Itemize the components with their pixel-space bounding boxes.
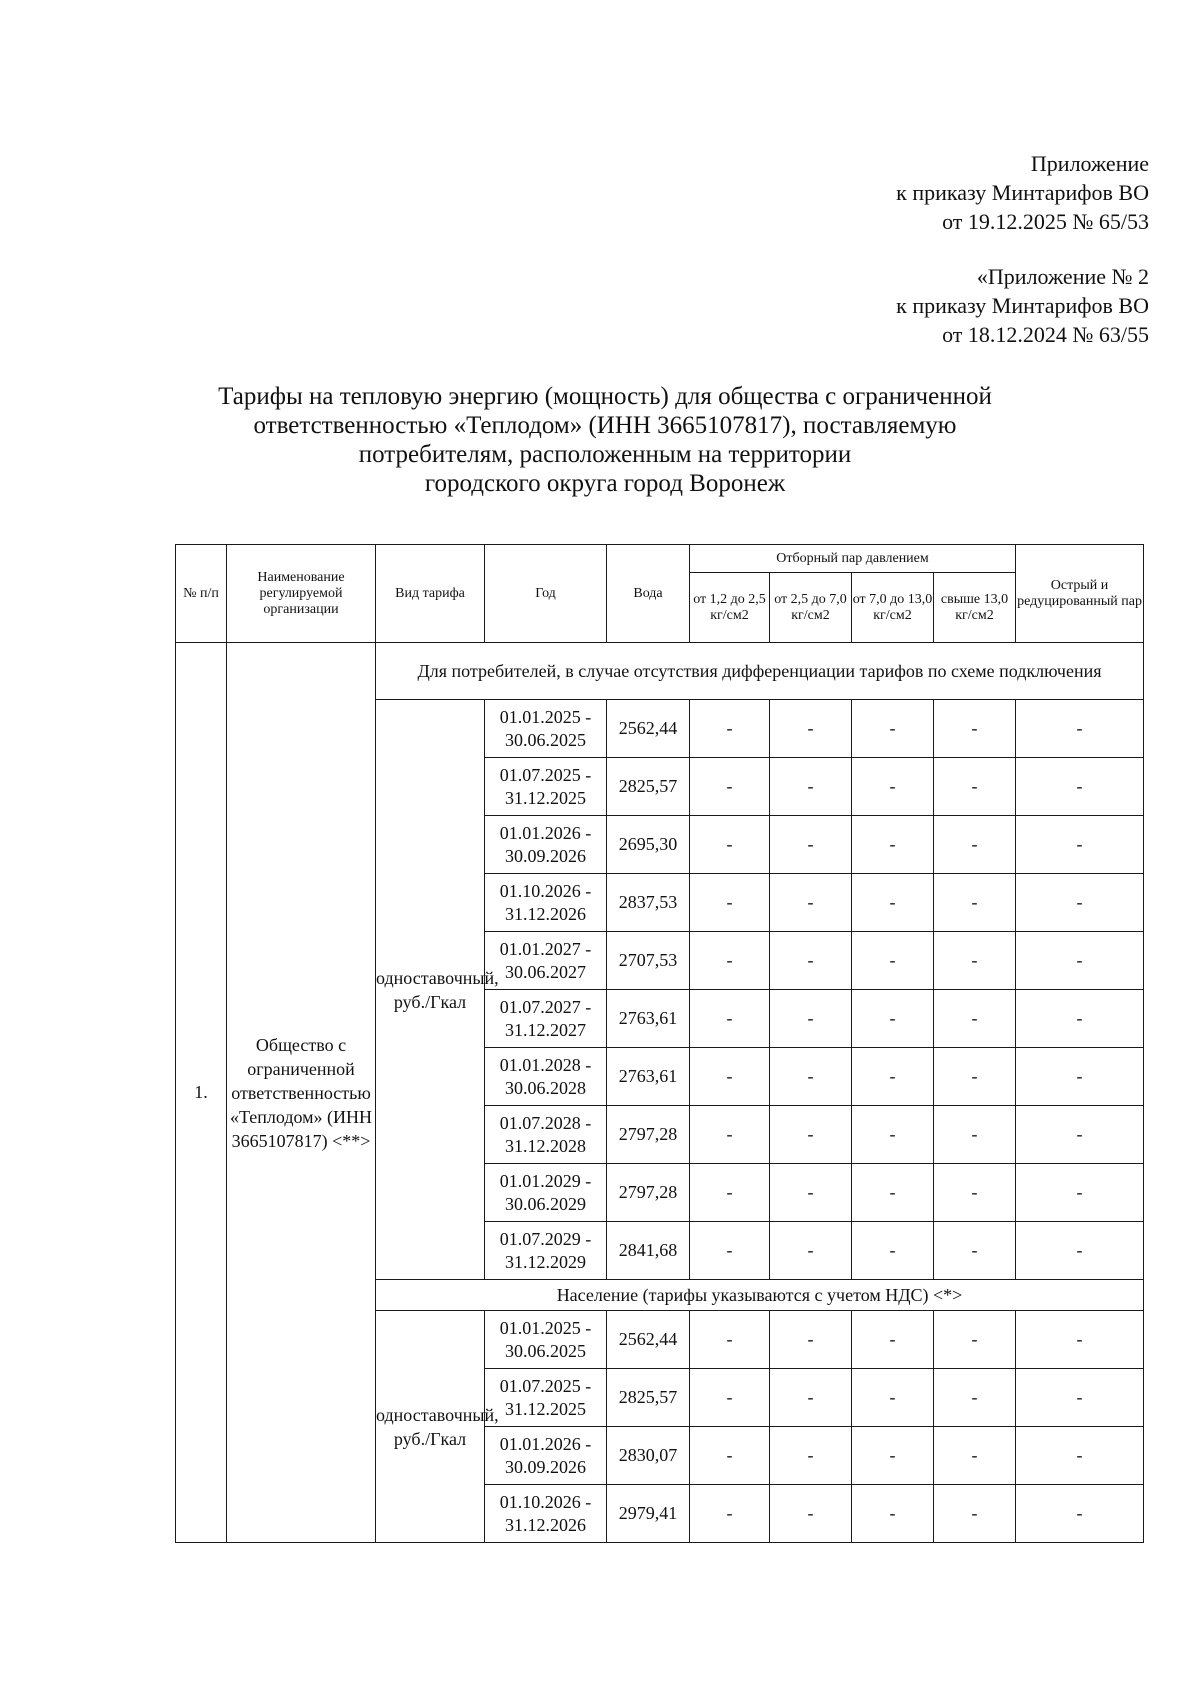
steam-tariff-s1: - — [690, 1106, 770, 1164]
water-tariff: 2837,53 — [607, 874, 690, 932]
steam-tariff-s3: - — [852, 1427, 934, 1485]
period-to: 30.06.2027 — [505, 961, 586, 982]
period-to: 31.12.2028 — [505, 1135, 586, 1156]
steam-tariff-s2: - — [770, 1164, 852, 1222]
period-to: 30.06.2029 — [505, 1193, 586, 1214]
steam-tariff-s4: - — [934, 700, 1016, 758]
header-num: № п/п — [176, 545, 227, 643]
period — [485, 1427, 607, 1485]
period-from: 01.07.2028 - — [499, 1112, 592, 1133]
steam-tariff-s1: - — [690, 1369, 770, 1427]
steam-tariff-sharp: - — [1016, 874, 1144, 932]
tariff-type: одноставочный, руб./Гкал — [376, 1311, 485, 1543]
period — [485, 1106, 607, 1164]
steam-tariff-s3: - — [852, 758, 934, 816]
steam-tariff-s4: - — [934, 1427, 1016, 1485]
period — [485, 990, 607, 1048]
steam-tariff-s2: - — [770, 1369, 852, 1427]
steam-tariff-s4: - — [934, 1048, 1016, 1106]
period — [485, 1311, 607, 1369]
original-line-1: «Приложение № 2 — [976, 264, 1149, 289]
period-to: 30.09.2026 — [505, 1456, 586, 1477]
steam-tariff-sharp: - — [1016, 1048, 1144, 1106]
steam-tariff-s4: - — [934, 816, 1016, 874]
period — [485, 1048, 607, 1106]
steam-tariff-sharp: - — [1016, 932, 1144, 990]
original-line-2: к приказу Минтарифов ВО — [896, 293, 1149, 318]
period-from: 01.01.2028 - — [499, 1054, 592, 1075]
steam-tariff-s3: - — [852, 1164, 934, 1222]
steam-tariff-s2: - — [770, 874, 852, 932]
document-title — [140, 382, 1070, 498]
period — [485, 1369, 607, 1427]
water-tariff: 2707,53 — [607, 932, 690, 990]
header-steam-4: свыше 13,0 кг/см2 — [934, 573, 1016, 643]
steam-tariff-s4: - — [934, 1106, 1016, 1164]
steam-tariff-s1: - — [690, 1485, 770, 1543]
header-water: Вода — [607, 545, 690, 643]
steam-tariff-s4: - — [934, 874, 1016, 932]
water-tariff: 2841,68 — [607, 1222, 690, 1280]
steam-tariff-s1: - — [690, 990, 770, 1048]
period-to: 31.12.2027 — [505, 1019, 586, 1040]
steam-tariff-s3: - — [852, 874, 934, 932]
steam-tariff-s2: - — [770, 932, 852, 990]
period — [485, 874, 607, 932]
steam-tariff-s3: - — [852, 990, 934, 1048]
water-tariff: 2825,57 — [607, 1369, 690, 1427]
steam-tariff-sharp: - — [1016, 1106, 1144, 1164]
header-steam-3: от 7,0 до 13,0 кг/см2 — [852, 573, 934, 643]
period — [485, 758, 607, 816]
steam-tariff-s3: - — [852, 1311, 934, 1369]
steam-tariff-sharp: - — [1016, 1485, 1144, 1543]
period — [485, 1222, 607, 1280]
steam-tariff-s4: - — [934, 932, 1016, 990]
steam-tariff-s2: - — [770, 1048, 852, 1106]
steam-tariff-s3: - — [852, 816, 934, 874]
steam-tariff-s1: - — [690, 1222, 770, 1280]
period-from: 01.07.2025 - — [499, 764, 592, 785]
steam-tariff-s3: - — [852, 1048, 934, 1106]
steam-tariff-s1: - — [690, 1311, 770, 1369]
period — [485, 1164, 607, 1222]
steam-tariff-sharp: - — [1016, 1164, 1144, 1222]
steam-tariff-s4: - — [934, 758, 1016, 816]
period-from: 01.10.2026 - — [499, 1491, 592, 1512]
steam-tariff-sharp: - — [1016, 700, 1144, 758]
steam-tariff-s4: - — [934, 1369, 1016, 1427]
title-line-4: городского округа город Воронеж — [424, 470, 786, 497]
title-line-2: ответственностью «Теплодом» (ИНН 3665107817), поставляемую — [253, 412, 957, 439]
steam-tariff-sharp: - — [1016, 1311, 1144, 1369]
steam-tariff-s1: - — [690, 1164, 770, 1222]
steam-tariff-s2: - — [770, 758, 852, 816]
tariff-type: одноставочный, руб./Гкал — [376, 700, 485, 1280]
steam-tariff-s2: - — [770, 816, 852, 874]
appendix-header — [896, 149, 1149, 236]
steam-tariff-s2: - — [770, 1106, 852, 1164]
steam-tariff-s2: - — [770, 700, 852, 758]
period-from: 01.01.2026 - — [499, 822, 592, 843]
steam-tariff-sharp: - — [1016, 816, 1144, 874]
tariff-table — [175, 544, 1144, 1543]
period — [485, 700, 607, 758]
water-tariff: 2763,61 — [607, 990, 690, 1048]
steam-tariff-s4: - — [934, 1485, 1016, 1543]
organization-name: Общество с ограниченной ответственностью «Теплодом» (ИНН 3665107817) <**> — [227, 643, 376, 1543]
header-steam-group: Отборный пар давлением — [690, 545, 1016, 573]
section-title: Для потребителей, в случае отсутствия дифференциации тарифов по схеме подключения — [376, 643, 1144, 700]
header-year: Год — [485, 545, 607, 643]
period-to: 30.06.2028 — [505, 1077, 586, 1098]
period-to: 30.09.2026 — [505, 845, 586, 866]
steam-tariff-s4: - — [934, 1311, 1016, 1369]
steam-tariff-s4: - — [934, 990, 1016, 1048]
period-to: 31.12.2029 — [505, 1251, 586, 1272]
water-tariff: 2797,28 — [607, 1106, 690, 1164]
header-steam-2: от 2,5 до 7,0 кг/см2 — [770, 573, 852, 643]
steam-tariff-s3: - — [852, 700, 934, 758]
water-tariff: 2979,41 — [607, 1485, 690, 1543]
period-to: 31.12.2026 — [505, 1514, 586, 1535]
header-steam-1: от 1,2 до 2,5 кг/см2 — [690, 573, 770, 643]
period-from: 01.01.2025 - — [499, 706, 592, 727]
steam-tariff-s4: - — [934, 1164, 1016, 1222]
steam-tariff-sharp: - — [1016, 1222, 1144, 1280]
period-from: 01.07.2029 - — [499, 1228, 592, 1249]
period-from: 01.01.2025 - — [499, 1317, 592, 1338]
period-from: 01.07.2027 - — [499, 996, 592, 1017]
period — [485, 1485, 607, 1543]
steam-tariff-s1: - — [690, 758, 770, 816]
water-tariff: 2825,57 — [607, 758, 690, 816]
steam-tariff-s3: - — [852, 1106, 934, 1164]
period-from: 01.01.2026 - — [499, 1433, 592, 1454]
period-to: 31.12.2026 — [505, 903, 586, 924]
period — [485, 932, 607, 990]
period — [485, 816, 607, 874]
period-to: 30.06.2025 — [505, 729, 586, 750]
period-from: 01.07.2025 - — [499, 1375, 592, 1396]
appendix-line-3: от 19.12.2025 № 65/53 — [942, 209, 1149, 234]
period-from: 01.10.2026 - — [499, 880, 592, 901]
section-row — [176, 643, 1144, 700]
period-from: 01.01.2029 - — [499, 1170, 592, 1191]
section-title: Население (тарифы указываются с учетом НДС) <*> — [376, 1280, 1144, 1311]
period-to: 31.12.2025 — [505, 787, 586, 808]
steam-tariff-s2: - — [770, 1485, 852, 1543]
steam-tariff-s2: - — [770, 990, 852, 1048]
steam-tariff-sharp: - — [1016, 1427, 1144, 1485]
header-tariff-type: Вид тарифа — [376, 545, 485, 643]
water-tariff: 2830,07 — [607, 1427, 690, 1485]
original-appendix-header — [896, 262, 1149, 349]
steam-tariff-sharp: - — [1016, 990, 1144, 1048]
water-tariff: 2562,44 — [607, 1311, 690, 1369]
steam-tariff-s3: - — [852, 1222, 934, 1280]
steam-tariff-sharp: - — [1016, 1369, 1144, 1427]
appendix-line-2: к приказу Минтарифов ВО — [896, 180, 1149, 205]
row-number: 1. — [176, 643, 227, 1543]
header-sharp-steam: Острый и редуцированный пар — [1016, 545, 1144, 643]
period-to: 31.12.2025 — [505, 1398, 586, 1419]
steam-tariff-s3: - — [852, 932, 934, 990]
steam-tariff-s1: - — [690, 874, 770, 932]
steam-tariff-s1: - — [690, 1048, 770, 1106]
steam-tariff-s1: - — [690, 816, 770, 874]
header-org: Наименование регулируемой организации — [227, 545, 376, 643]
title-line-1: Тарифы на тепловую энергию (мощность) для общества с ограниченной — [218, 383, 992, 410]
steam-tariff-s2: - — [770, 1427, 852, 1485]
water-tariff: 2763,61 — [607, 1048, 690, 1106]
steam-tariff-s1: - — [690, 1427, 770, 1485]
water-tariff: 2562,44 — [607, 700, 690, 758]
steam-tariff-s2: - — [770, 1222, 852, 1280]
steam-tariff-s3: - — [852, 1485, 934, 1543]
water-tariff: 2797,28 — [607, 1164, 690, 1222]
steam-tariff-s4: - — [934, 1222, 1016, 1280]
period-to: 30.06.2025 — [505, 1340, 586, 1361]
water-tariff: 2695,30 — [607, 816, 690, 874]
period-from: 01.01.2027 - — [499, 938, 592, 959]
steam-tariff-s2: - — [770, 1311, 852, 1369]
steam-tariff-s3: - — [852, 1369, 934, 1427]
original-line-3: от 18.12.2024 № 63/55 — [942, 322, 1149, 347]
steam-tariff-s1: - — [690, 932, 770, 990]
steam-tariff-sharp: - — [1016, 758, 1144, 816]
title-line-3: потребителям, расположенным на территории — [358, 441, 852, 468]
steam-tariff-s1: - — [690, 700, 770, 758]
appendix-line-1: Приложение — [1030, 151, 1149, 176]
